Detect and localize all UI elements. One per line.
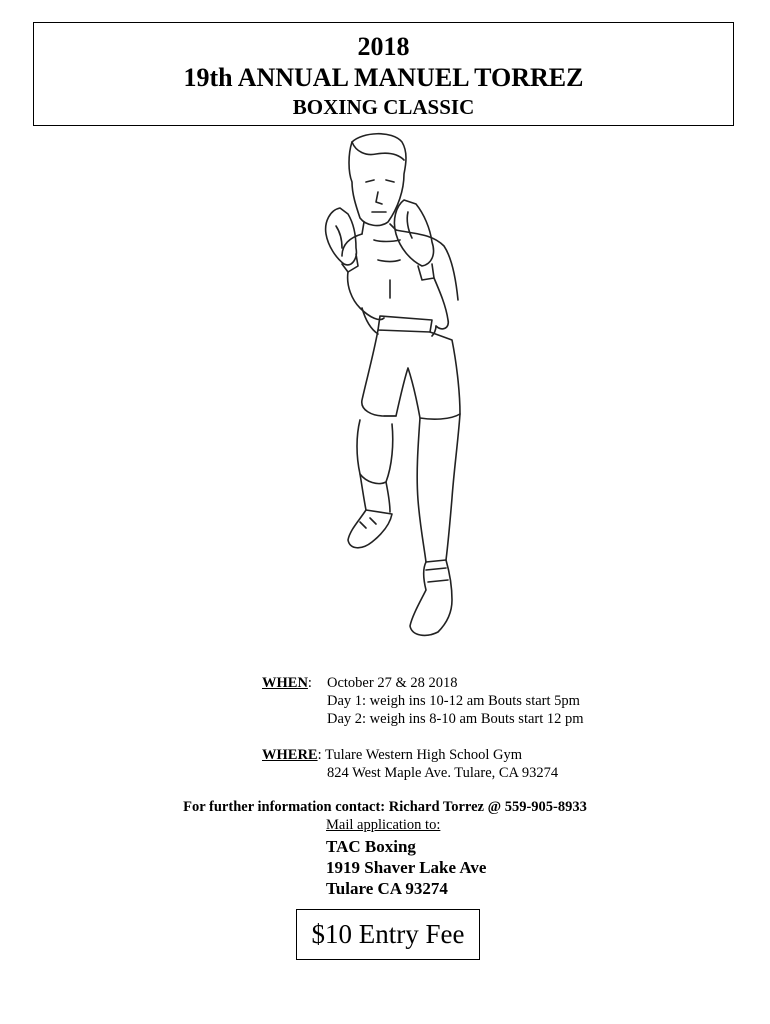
mail-line-2: 1919 Shaver Lake Ave [326,858,487,877]
title-box [33,22,734,126]
contact-line: For further information contact: Richard Torrez @ 559-905-8933 [183,799,587,815]
where-row: WHERE: [262,747,322,763]
when-row: WHEN: [262,675,312,691]
where-address: 824 West Maple Ave. Tulare, CA 93274 [327,765,559,781]
event-title: 19th ANNUAL MANUEL TORREZ [183,63,584,92]
when-day2: Day 2: weigh ins 8-10 am Bouts start 12 pm [327,711,584,727]
mail-label: Mail application to: [326,817,441,833]
mail-line-3: Tulare CA 93274 [326,879,448,898]
entry-fee-box [296,909,480,960]
event-year: 2018 [357,32,410,61]
where-venue: Tulare Western High School Gym [325,747,522,763]
when-label: WHEN [262,675,308,691]
boxer-sketch-icon [300,130,490,660]
when-day1: Day 1: weigh ins 10-12 am Bouts start 5pm [327,693,580,709]
when-date: October 27 & 28 2018 [327,675,458,691]
where-label: WHERE [262,747,318,763]
event-subtitle: BOXING CLASSIC [292,95,475,119]
mail-line-1: TAC Boxing [326,837,416,856]
entry-fee-text: $10 Entry Fee [311,919,465,949]
